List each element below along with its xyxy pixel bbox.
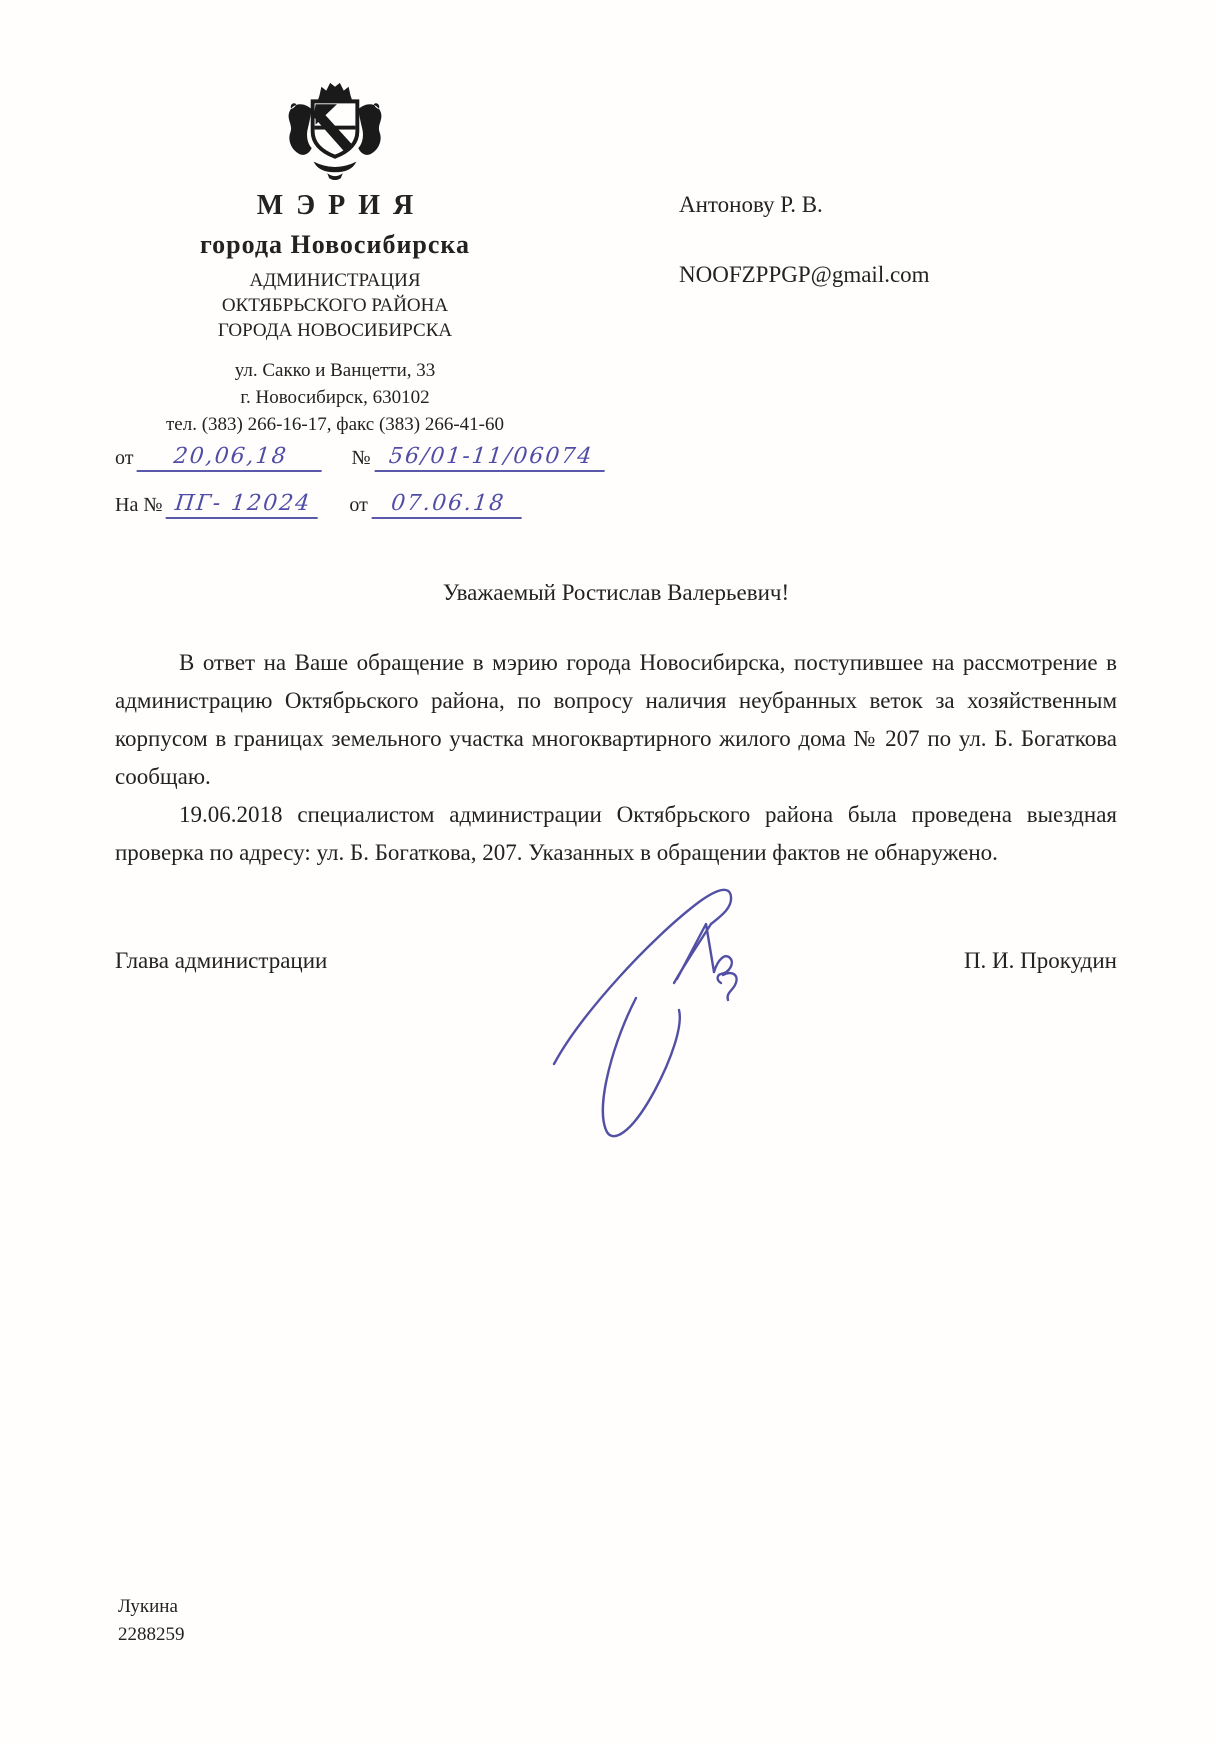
outgoing-reference-line (115, 444, 606, 472)
reply-from-label: от (349, 494, 368, 516)
salutation: Уважаемый Ростислав Валерьевич! (442, 580, 790, 605)
org-sub-line3: ГОРОДА НОВОСИБИРСКА (217, 320, 453, 341)
executor-phone: 2288259 (118, 1624, 185, 1645)
address-city: г. Новосибирск, 630102 (240, 387, 430, 408)
letterhead-address-block (90, 357, 580, 438)
org-title-mayoralty: МЭРИЯ (256, 190, 427, 221)
phone-fax-line: тел. (383) 266-16-17, факс (383) 266-41-60 (165, 414, 505, 435)
org-sub-line2: ОКТЯБРЬСКОГО РАЙОНА (221, 295, 449, 316)
org-sub-line1: АДМИНИСТРАЦИЯ (249, 270, 421, 291)
addressee-block (679, 192, 930, 288)
from-label: от (115, 447, 134, 469)
outgoing-date-handwritten: 20,06,18 (137, 444, 325, 472)
executor-name: Лукина (118, 1596, 178, 1617)
reply-to-label: На № (115, 494, 163, 516)
incoming-number-handwritten: ПГ- 12024 (166, 491, 321, 519)
org-title-city: города Новосибирска (199, 230, 471, 259)
signer-position: Глава администрации (115, 948, 328, 973)
executor-footer (118, 1593, 185, 1649)
novosibirsk-coat-of-arms-icon (276, 80, 394, 182)
address-street: ул. Сакко и Ванцетти, 33 (234, 360, 436, 381)
letterhead-org-block (90, 190, 580, 343)
body-paragraph-2: 19.06.2018 специалистом администрации Октябрьского района была проведена выездная проверка по адресу: ул. Б. Богаткова, 207. Указанных в обращении фактов не обнаружено. (115, 802, 1117, 865)
outgoing-number-handwritten: 56/01-11/06074 (374, 444, 607, 472)
signer-name: П. И. Прокудин (963, 948, 1117, 973)
incoming-date-handwritten: 07.06.18 (371, 491, 524, 519)
signing-row (115, 948, 1117, 974)
handwritten-signature (533, 812, 749, 1144)
incoming-reference-line (115, 491, 523, 519)
org-subtitle (90, 268, 580, 343)
body-paragraph-1: В ответ на Ваше обращение в мэрию города Новосибирска, поступившее на рассмотрение в администрацию Октябрьского района, по вопросу наличия неубранных веток за хозяйственным корпусом в границах земельного участка многоквартирного жилого дома № 207 по ул. Б. Богаткова сообщаю. (115, 650, 1117, 789)
number-label: № (351, 447, 371, 469)
addressee-email: NOOFZPPGP@gmail.com (679, 262, 930, 287)
addressee-name: Антонову Р. В. (679, 192, 823, 217)
